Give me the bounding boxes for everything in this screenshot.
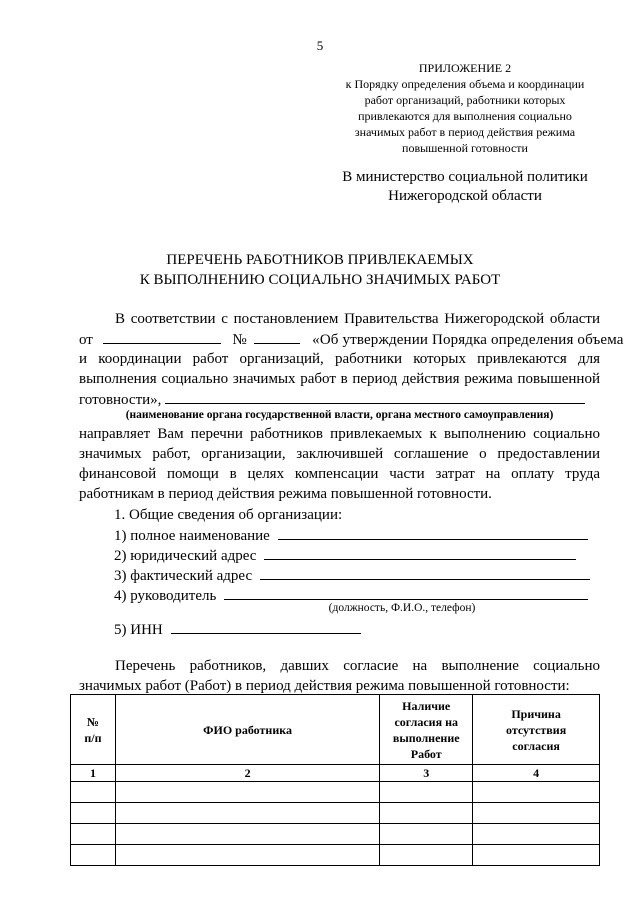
column-number: 2 — [115, 765, 379, 782]
list-intro-line: значимых работ (Работ) в период действия режима повышенной готовности: — [79, 678, 570, 694]
column-number-row — [71, 765, 600, 782]
col-header-number — [71, 695, 116, 765]
authority-caption: (наименование органа государственной власти, органа местного самоуправления) — [125, 409, 554, 421]
intro-line: выполнения социально значимых работ в период действия режима повышенной — [79, 371, 600, 387]
inn-row — [114, 619, 361, 640]
from-label: от — [79, 332, 93, 348]
legal-address-label: 2) юридический адрес — [114, 548, 257, 564]
header-line: отсутствия — [505, 722, 567, 737]
title-line: ПЕРЕЧЕНЬ РАБОТНИКОВ ПРИВЛЕКАЕМЫХ — [166, 252, 474, 268]
decree-title: «Об утверждении Порядка определения объема — [312, 332, 624, 348]
manager-caption: (должность, Ф.И.О., телефон) — [328, 602, 476, 614]
header-line: Наличие — [402, 698, 451, 713]
col-header-consent — [380, 695, 473, 765]
table-cell[interactable] — [473, 803, 600, 824]
table-cell[interactable] — [380, 824, 473, 845]
page-number: 5 — [316, 38, 324, 53]
intro-line-authority — [79, 389, 600, 410]
title-line: К ВЫПОЛНЕНИЮ СОЦИАЛЬНО ЗНАЧИМЫХ РАБОТ — [139, 272, 501, 288]
intro-line: работникам в период действия режима повышенной готовности. — [79, 486, 492, 502]
column-number: 1 — [71, 765, 116, 782]
general-info-heading: 1. Общие сведения об организации: — [114, 507, 343, 523]
legal-address-field[interactable] — [264, 545, 576, 560]
intro-line: и координации работ организаций, работники которых привлекаются для — [79, 351, 600, 367]
col-header-name — [115, 695, 379, 765]
addressee-line: В министерство социальной политики — [342, 169, 588, 185]
appendix-line: повышенной готовности — [402, 141, 528, 155]
table-row — [71, 845, 600, 866]
header-line: выполнение — [392, 730, 460, 745]
intro-line: В соответствии с постановлением Правительства Нижегородской области — [115, 311, 600, 327]
appendix-title: ПРИЛОЖЕНИЕ 2 — [418, 61, 512, 75]
table-cell[interactable] — [115, 845, 379, 866]
intro-line: направляет Вам перечни работников привлекаемых к выполнению социально — [79, 426, 600, 442]
table-cell[interactable] — [115, 782, 379, 803]
document-title — [0, 250, 640, 290]
legal-address-row — [114, 545, 576, 566]
full-name-label: 1) полное наименование — [114, 528, 270, 544]
table-header-row — [71, 695, 600, 765]
full-name-field[interactable] — [278, 525, 588, 540]
header-line: согласия — [512, 738, 560, 753]
workers-table — [70, 694, 600, 866]
table-row — [71, 824, 600, 845]
addressee-line: Нижегородской области — [388, 188, 542, 204]
list-intro-line: Перечень работников, давших согласие на выполнение социально — [115, 658, 600, 674]
table-cell[interactable] — [115, 824, 379, 845]
actual-address-field[interactable] — [260, 565, 590, 580]
number-label: № — [232, 332, 247, 348]
actual-address-label: 3) фактический адрес — [114, 568, 253, 584]
inn-field[interactable] — [171, 619, 361, 634]
table-row — [71, 803, 600, 824]
table-cell[interactable] — [115, 803, 379, 824]
table-cell[interactable] — [473, 845, 600, 866]
manager-label: 4) руководитель — [114, 588, 217, 604]
table-cell[interactable] — [380, 845, 473, 866]
manager-field[interactable] — [224, 585, 588, 600]
header-line: Работ — [410, 746, 442, 761]
table-row — [71, 782, 600, 803]
appendix-block — [330, 60, 600, 156]
table-cell[interactable] — [71, 845, 116, 866]
table-cell[interactable] — [71, 824, 116, 845]
intro-line: финансовой помощи в целях компенсации части затрат на оплату труда — [79, 466, 600, 482]
full-name-row — [114, 525, 588, 546]
intro-line: значимых работ, организации, заключившей соглашение о предоставлении — [79, 446, 600, 462]
column-number: 3 — [380, 765, 473, 782]
appendix-line: привлекаются для выполнения социально — [358, 109, 572, 123]
authority-field[interactable] — [165, 389, 585, 404]
intro-line-decree — [79, 329, 624, 350]
header-line: ФИО работника — [203, 722, 292, 737]
table-cell[interactable] — [473, 824, 600, 845]
appendix-line: значимых работ в период действия режима — [354, 125, 576, 139]
table-cell[interactable] — [71, 782, 116, 803]
table-cell[interactable] — [380, 803, 473, 824]
table-cell[interactable] — [71, 803, 116, 824]
table-cell[interactable] — [380, 782, 473, 803]
readiness-text: готовности», — [79, 392, 162, 408]
header-line: № — [86, 714, 99, 729]
number-field[interactable] — [254, 329, 300, 344]
column-number: 4 — [473, 765, 600, 782]
actual-address-row — [114, 565, 590, 586]
date-field[interactable] — [103, 329, 221, 344]
appendix-line: работ организаций, работники которых — [364, 93, 566, 107]
header-line: согласия на — [394, 714, 458, 729]
header-line: п/п — [84, 730, 102, 745]
addressee-block — [330, 168, 600, 206]
table-cell[interactable] — [473, 782, 600, 803]
header-line: Причина — [511, 706, 561, 721]
appendix-line: к Порядку определения объема и координации — [345, 77, 585, 91]
col-header-reason — [473, 695, 600, 765]
inn-label: 5) ИНН — [114, 622, 163, 638]
